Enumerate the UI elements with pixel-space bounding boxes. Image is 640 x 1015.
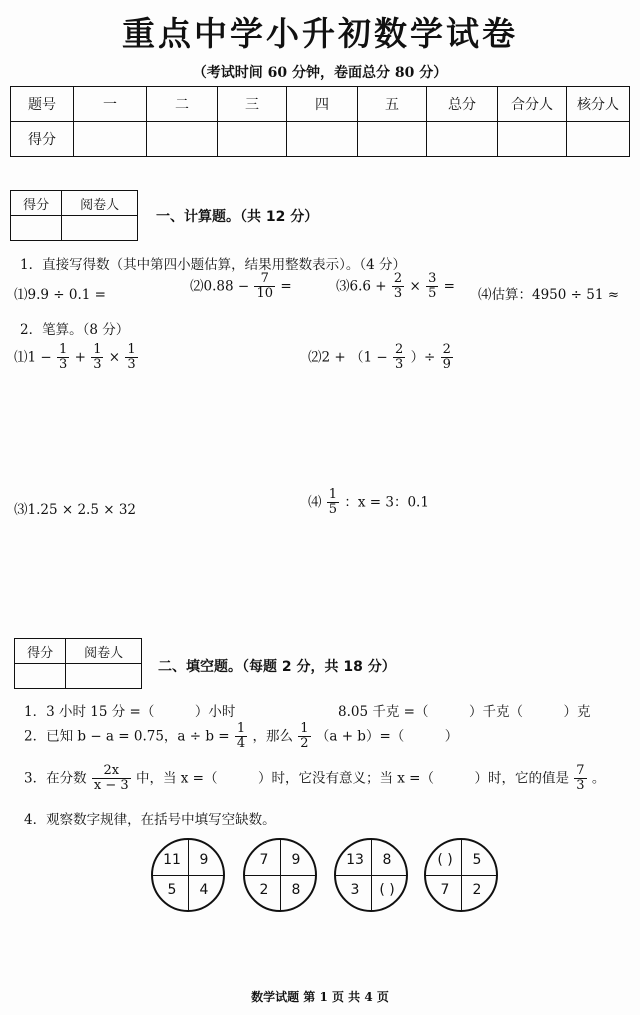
number-circle (151, 838, 225, 912)
s1-q1-item-d: ⑷估算：4950 ÷ 51 ≈ (478, 287, 620, 303)
score-header-cell: 总分 (427, 87, 498, 122)
grader-score-cell[interactable] (15, 664, 66, 689)
score-header-cell: 二 (147, 87, 218, 122)
score-header-cell: 五 (358, 87, 427, 122)
s2-q1-part-b: 8.05 千克 =（ ）千克（ ）克 (338, 704, 591, 720)
circle-value: 2 (259, 882, 269, 898)
s1-q1-item-a: ⑴9.9 ÷ 0.1 = (14, 287, 106, 303)
section1-title: 一、计算题。（共 12 分） (156, 209, 319, 225)
exam-subtitle: （考试时间 60 分钟，卷面总分 80 分） (192, 65, 448, 81)
s2-q4-label: 4．观察数字规律，在括号中填写空缺数。 (24, 812, 276, 828)
score-cell[interactable] (358, 122, 427, 157)
section2-title: 二、填空题。（每题 2 分，共 18 分） (158, 659, 396, 675)
score-cell[interactable] (567, 122, 630, 157)
score-header-cell: 四 (287, 87, 358, 122)
score-table (10, 86, 630, 157)
section2-grader-box (14, 638, 142, 689)
score-cell[interactable] (74, 122, 147, 157)
exam-title: 重点中学小升初数学试卷 (122, 14, 518, 53)
score-cell[interactable] (287, 122, 358, 157)
circle-value: 4 (199, 882, 209, 898)
circle-value: 9 (291, 852, 301, 868)
circle-value: 7 (440, 882, 450, 898)
score-table-header-row (11, 87, 630, 122)
s2-q2: 2．已知 b − a = 0.75，a ÷ b = $\frac{1}{4}$ ，那么 $\frac{1}{2}$ （a + b）=（ ） (24, 721, 459, 752)
circle-value: 13 (346, 852, 364, 868)
score-header-cell: 题号 (11, 87, 74, 122)
grader-name-label: 阅卷人 (62, 191, 138, 216)
score-table-score-row (11, 122, 630, 157)
grader-name-cell[interactable] (62, 216, 138, 241)
grader-name-label: 阅卷人 (66, 639, 142, 664)
circle-value: 7 (259, 852, 269, 868)
s1-q1-item-b: ⑵0.88 − $\frac{7}{10}$ = (190, 271, 292, 302)
section1-grader-box (10, 190, 138, 241)
s1-q1-label: 1．直接写得数（其中第四小题估算，结果用整数表示）。（4 分） (20, 257, 406, 273)
number-circle (334, 838, 408, 912)
circle-value: 3 (350, 882, 360, 898)
score-row-label: 得分 (11, 122, 74, 157)
circle-value: 9 (199, 852, 209, 868)
s1-q2-item-b: ⑵2 + （1 − $\frac{2}{3}$ ）÷ $\frac{2}{9}$ (308, 342, 451, 373)
score-cell[interactable] (427, 122, 498, 157)
s1-q2-item-c: ⑶1.25 × 2.5 × 32 (14, 502, 136, 518)
s1-q2-item-d: ⑷ $\frac{1}{5}$ ：x = 3：0.1 (308, 487, 429, 518)
circle-value: 11 (163, 852, 181, 868)
number-circle (243, 838, 317, 912)
s1-q1-item-c: ⑶6.6 + $\frac{2}{3}$ × $\frac{3}{5}$ = (336, 271, 455, 302)
grader-score-cell[interactable] (11, 216, 62, 241)
s1-q2-label: 2．笔算。（8 分） (20, 322, 130, 338)
circle-value: 8 (291, 882, 301, 898)
s1-q2-item-a: ⑴1 − $\frac{1}{3}$ + $\frac{1}{3}$ × $\frac{1}{3}$ (14, 342, 136, 373)
score-header-cell: 三 (218, 87, 287, 122)
grader-name-cell[interactable] (66, 664, 142, 689)
score-cell[interactable] (218, 122, 287, 157)
s2-q1-part-a: 1．3 小时 15 分 =（ ）小时 (24, 704, 236, 720)
score-header-cell: 一 (74, 87, 147, 122)
circle-value: 5 (167, 882, 177, 898)
circle-blank[interactable]: ( ) (379, 882, 395, 898)
score-cell[interactable] (498, 122, 567, 157)
score-header-cell: 合分人 (498, 87, 567, 122)
page-footer: 数学试题 第 1 页 共 4 页 (251, 990, 389, 1004)
circle-value: 2 (472, 882, 482, 898)
circle-blank[interactable]: ( ) (437, 852, 453, 868)
score-header-cell: 核分人 (567, 87, 630, 122)
score-cell[interactable] (147, 122, 218, 157)
grader-score-label: 得分 (15, 639, 66, 664)
s2-q3: 3．在分数 $\frac{2x}{x - 3}$ 中，当 x =（ ）时，它没有意义；当 x =（ ）时，它的值是 $\frac{7}{3}$ 。 (24, 763, 606, 794)
circle-value: 5 (472, 852, 482, 868)
number-circle (424, 838, 498, 912)
grader-score-label: 得分 (11, 191, 62, 216)
circle-value: 8 (382, 852, 392, 868)
